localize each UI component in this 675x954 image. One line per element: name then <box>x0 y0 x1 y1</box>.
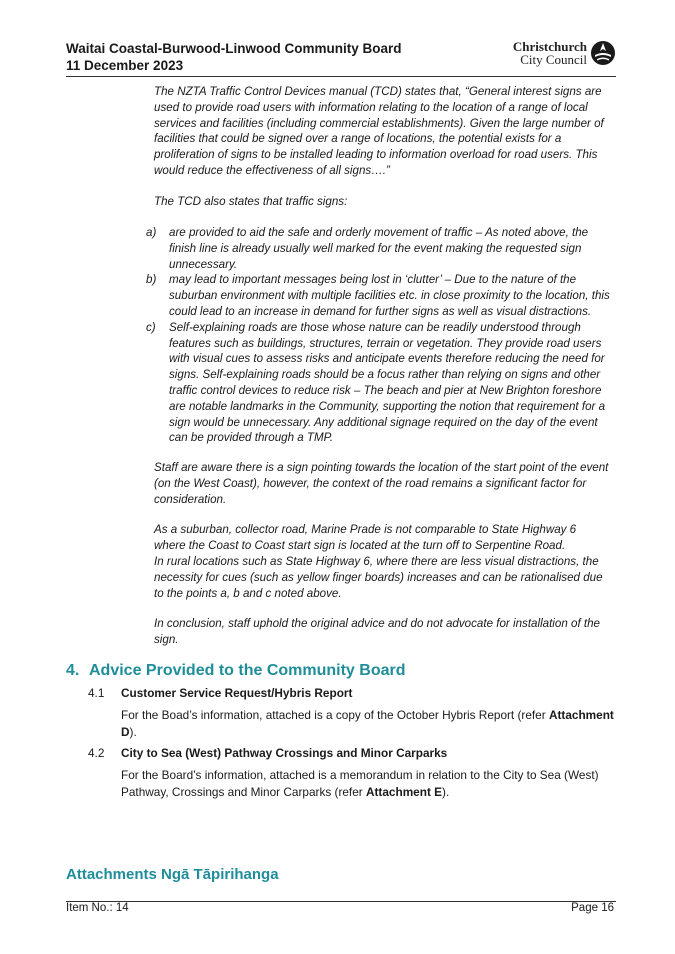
conclusion-paragraph: In conclusion, staff uphold the original advice and do not advocate for installation of the sign. <box>154 617 601 646</box>
item-4-2-title: City to Sea (West) Pathway Crossings and Minor Carparks <box>121 746 448 760</box>
logo-line-1: Christchurch <box>512 39 587 54</box>
item-4-1-number: 4.1 <box>88 686 105 700</box>
list-marker: c) <box>146 320 156 334</box>
tcd-quote-paragraph: The NZTA Traffic Control Devices manual (TCD) states that, “General interest signs are used to provide road users with information relating to the location of a range of local services and facilities (including commercial establishments). Given the large number of facilities that could be signed over a range of locations, the potential exists for a proliferation of signs to be installed leading to information overload for road users. This would reduce the effectiveness of all signs….” <box>154 85 604 177</box>
page-header <box>66 40 616 76</box>
board-name: Waitai Coastal-Burwood-Linwood Community Board <box>66 41 402 56</box>
attachment-e-ref: Attachment E <box>365 784 443 799</box>
list-marker: a) <box>146 226 157 239</box>
item-4-1-body: For the Boad’s information, attached is a copy of the October Hybris Report (refer Attachment D). <box>121 708 614 739</box>
section-number: 4. <box>66 662 80 679</box>
suburban-paragraph-1: As a suburban, collector road, Marine Prade is not comparable to State Highway 6 where the Coast to Coast start sign is located at the turn off to Serpentine Road. <box>154 523 577 552</box>
list-item-text: are provided to aid the safe and orderly movement of traffic – As noted above, the finish line is already usually well marked for the event making the requested sign unnecessary. <box>169 226 589 271</box>
item-4-1-title: Customer Service Request/Hybris Report <box>121 686 353 700</box>
council-emblem-icon <box>590 40 616 66</box>
attachments-heading: Attachments Ngā Tāpirihanga <box>66 866 279 883</box>
list-item <box>146 272 614 319</box>
item-number: Item No.: 14 <box>66 902 129 914</box>
item-4-2-number: 4.2 <box>88 746 105 760</box>
list-item-text: Self-explaining roads are those whose nature can be readily understood through features such as buildings, structures, terrain or vegetation. They provide road users with visual cues to assess risks and anticipate events therefore reducing the need for signs. Self-explaining roads should be a focus rather than relying on signs and other traffic control devices to reduce risk – The beach and pier at New Brighton foreshore are notable landmarks in the Community, supporting the notion that requirement for a sign would be unnecessary. Any additional signage required on the day of the event can be provided through a TMP. <box>169 320 606 445</box>
header-divider <box>66 76 616 77</box>
item-4-2-body: For the Board’s information, attached is a memorandum in relation to the City to Sea (West) Pathway, Crossings and Minor Carparks (refer Attachment E). <box>121 768 599 799</box>
list-item <box>146 225 614 272</box>
tcd-also-paragraph: The TCD also states that traffic signs: <box>154 195 348 208</box>
list-item-text: may lead to important messages being lost in ‘clutter’ – Due to the nature of the suburban environment with multiple facilities etc. in close proximity to the location, this could lead to an increase in demand for further signs as well as visual distractions. <box>169 273 610 318</box>
section-title: Advice Provided to the Community Board <box>89 662 406 679</box>
traffic-sign-list <box>146 225 614 446</box>
logo-line-2: City Council <box>520 52 587 67</box>
list-marker: b) <box>146 273 157 287</box>
page-number: Page 16 <box>571 902 614 914</box>
section-4-heading <box>66 662 405 680</box>
footer-divider <box>66 901 616 902</box>
list-item <box>146 320 614 446</box>
council-logo <box>513 40 616 66</box>
staff-aware-paragraph: Staff are aware there is a sign pointing towards the location of the start point of the event (on the West Coast), however, the context of the road remains a significant factor for consideration. <box>154 461 609 506</box>
meeting-date: 11 December 2023 <box>66 58 184 73</box>
suburban-paragraph-2: In rural locations such as State Highway 6, where there are less visual distractions, the necessity for cues (such as yellow finger boards) increases and can be rationalised due to the points a, b and c noted above. <box>154 555 603 600</box>
attachment-d-ref: Attachment D <box>121 708 614 739</box>
